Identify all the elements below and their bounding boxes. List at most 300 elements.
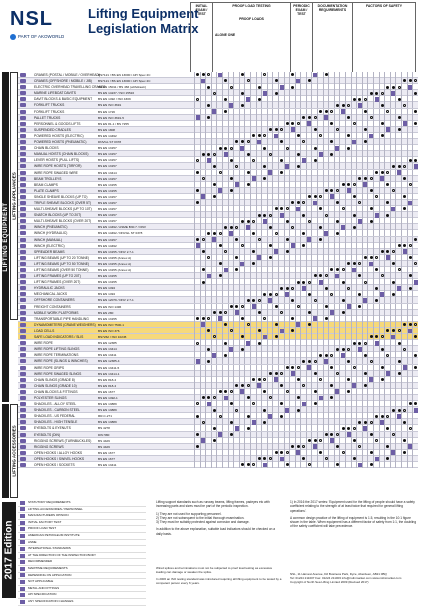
requirement-cells (194, 218, 418, 224)
requirement-cells (194, 340, 418, 346)
requirement-cells (194, 127, 418, 133)
equipment-icon (20, 91, 26, 95)
dot-marker-icon (412, 78, 418, 84)
equipment-name: EYEBOLTS (DIN) (34, 432, 60, 437)
equipment-icon (20, 420, 26, 424)
requirement-cells (194, 194, 418, 200)
equipment-standard: BS EN 13155 / DNV 2.7-1 (98, 249, 134, 254)
equipment-icon (20, 305, 26, 309)
logo-dot-icon (10, 34, 16, 40)
requirement-cells (194, 401, 418, 407)
equipment-icon (20, 110, 26, 114)
requirement-cells (194, 358, 418, 364)
equipment-icon (20, 195, 26, 199)
equipment-icon (20, 177, 26, 181)
requirement-cells (194, 316, 418, 322)
requirement-cells (194, 72, 418, 78)
requirement-cells (194, 84, 418, 90)
requirement-cells (194, 273, 418, 279)
empty-cell (412, 194, 418, 200)
equipment-standard: BS EN 1492 / ISO 4309 (98, 97, 131, 102)
legend-symbol-icon (20, 514, 25, 518)
requirement-cells (194, 78, 418, 84)
empty-cell (412, 450, 418, 456)
page-title: Lifting Equipment Legislation Matrix (88, 6, 199, 36)
equipment-icon (20, 103, 26, 107)
equipment-name: ELECTRIC OVERHEAD TRAVELLING CRANES (34, 85, 106, 90)
requirement-cells (194, 157, 418, 163)
requirement-cells (194, 291, 418, 297)
empty-cell (412, 297, 418, 303)
requirement-cells (194, 96, 418, 102)
empty-cell (412, 176, 418, 182)
equipment-name: PERSONNEL & GOODS LIFTS (34, 121, 81, 126)
notes-right: 1) In 2016 the 2017 series: 'Equipment used for the lifting of people should have a safety coefficient relating to the strength of at least twice that required for general lifting operations'. A common design practice of the lifting of equipment is 1.5, resulting in the 10:1 figure shown in the table. When equipment has a different factor of safety from 1:1, the doubling of the safety coefficient will take precedence. (290, 500, 417, 529)
equipment-icon (20, 445, 26, 449)
equipment-standard: BS EN 12385-4 (98, 359, 120, 364)
equipment-name: OFFSHORE CONTAINERS (34, 298, 75, 303)
empty-cell (412, 72, 418, 78)
requirement-cells (194, 310, 418, 316)
legend (18, 500, 146, 606)
requirement-cells (194, 352, 418, 358)
empty-cell (412, 243, 418, 249)
requirement-cells (194, 109, 418, 115)
equipment-standard: BS EN ISO 7500-1 (98, 322, 124, 327)
equipment-name: DAVIT BLOCKS & BASIC EQUIPMENT (34, 97, 93, 102)
equipment-name: CRANES (POSTAL / MOBILE / OVERHEAD) (34, 73, 100, 77)
equipment-icon (20, 372, 26, 376)
equipment-standard: BS EN 13889 (98, 420, 117, 425)
equipment-icon (20, 311, 26, 315)
empty-cell (412, 170, 418, 176)
nsl-logo: NSL PART OF AKOWORLD (10, 8, 65, 40)
legend-symbol-icon (20, 534, 25, 538)
equipment-standard: BS EN 1677 (98, 456, 116, 461)
equipment-name: WINCH (HYDRAULIC) (34, 231, 68, 236)
equipment-name: WINCH (MANUAL) (34, 237, 63, 242)
empty-cell (412, 285, 418, 291)
legend-symbol-icon (20, 580, 25, 584)
empty-cell (412, 383, 418, 389)
equipment-name: FREIGHT CONTAINERS (34, 304, 71, 309)
equipment-standard: BS EN 14492 (98, 243, 117, 248)
requirement-cells (194, 419, 418, 425)
empty-cell (412, 432, 418, 438)
equipment-icon (20, 268, 26, 272)
equipment-icon (20, 262, 26, 266)
notes: Lifting support standards such as runway beams, lifting frames, padeyes etc with increasing parts and sizes must be part of the periodic inspection. 1) They are not used for supporting personnel. 2) They are not subsequent to the initial thorough examination. 3) They must be suitably protected against corrosion and damage. In addition to the above explanation, suitable load indicators should be checked on a daily basis. (156, 500, 276, 536)
legend-item: RECOMMENDED (18, 559, 146, 566)
equipment-icon (20, 244, 26, 248)
equipment-standard: BS EN 13414-1 (98, 371, 120, 376)
legend-item: INITIAL FACTORY TEST (18, 520, 146, 527)
legend-item: NOT APPLICABLE (18, 579, 146, 586)
equipment-standard: BS EN 13157 (98, 194, 117, 199)
requirement-cells (194, 279, 418, 285)
equipment-name: PALLET TRUCKS (34, 115, 61, 120)
equipment-standard: BS 4278 (98, 426, 110, 431)
equipment-standard: BS EN 13157 (98, 219, 117, 224)
equipment-name: WIRE ROPE SWAGED SLINGS (34, 371, 82, 376)
equipment-name: MULTI-SHEAVE BLOCKS (UP TO 10T) (34, 207, 92, 212)
equipment-name: FORKLIFT TRUCKS (34, 103, 65, 108)
legend-symbol-icon (20, 554, 25, 558)
equipment-standard: BS EN 14237 / ISO 15516 (98, 91, 135, 96)
equipment-icon (20, 189, 26, 193)
equipment-standard: BS EN 13414 (98, 170, 117, 175)
equipment-name: POWERED HOISTS (ELECTRIC) (34, 133, 84, 138)
empty-cell (412, 419, 418, 425)
header-periodic-exam: PERIODIC EXAM / TEST (290, 2, 312, 72)
requirement-cells (194, 176, 418, 182)
equipment-name: BEAM CLAMPS (34, 182, 58, 187)
legend-symbol-icon (20, 587, 25, 591)
empty-cell (412, 115, 418, 121)
equipment-standard: BS EN 13157 (98, 237, 117, 242)
equipment-name: TRIPLE SHEAVE BLOCKS (OVER 5T) (34, 200, 92, 205)
legend-symbol-icon (20, 567, 25, 571)
equipment-name: WIRE ROPE TERMINATIONS (34, 353, 79, 358)
equipment-icon (20, 378, 26, 382)
legend-symbol-icon (20, 521, 25, 525)
empty-cell (412, 304, 418, 310)
equipment-icon (20, 213, 26, 217)
requirement-cells (194, 170, 418, 176)
requirement-cells (194, 389, 418, 395)
equipment-standard: BS EN 13157 (98, 207, 117, 212)
header-documentation: DOCUMENTATION REQUIREMENTS (312, 2, 352, 72)
requirement-cells (194, 444, 418, 450)
equipment-standard: BS EN 13157 (98, 213, 117, 218)
legend-symbol-icon (20, 593, 25, 597)
empty-cell (412, 328, 418, 334)
equipment-icon (20, 122, 26, 126)
empty-cell (412, 102, 418, 108)
equipment-icon (20, 97, 26, 101)
requirement-cells (194, 249, 418, 255)
equipment-name: RIGGING SCREWS (TURNBUCKLES) (34, 438, 92, 443)
equipment-icon (20, 292, 26, 296)
requirement-cells (194, 200, 418, 206)
equipment-name: WIRE ROPE LIFTING SLINGS (34, 347, 80, 352)
requirement-cells (194, 182, 418, 188)
requirement-cells (194, 237, 418, 243)
equipment-standard: BS EN 12385 (98, 341, 117, 346)
requirement-cells (194, 462, 418, 468)
equipment-name: LIFTING BEAMS (UP TO 50 TONNE) (34, 261, 90, 266)
equipment-name: OPEN HOOKS / ALLOY HOOKS (34, 450, 83, 455)
equipment-standard: BS EN 81-1 / BS 7255 (98, 121, 129, 126)
equipment-standard: BS EN 13157 (98, 158, 117, 163)
equipment-table (18, 72, 418, 468)
requirement-cells (194, 255, 418, 261)
empty-cell (412, 438, 418, 444)
requirement-cells (194, 304, 418, 310)
equipment-icon (20, 219, 26, 223)
equipment-name: CHAIN SLINGS (GRADE 8) (34, 377, 75, 382)
requirement-cells (194, 297, 418, 303)
requirement-cells (194, 377, 418, 383)
requirement-cells (194, 133, 418, 139)
requirement-cells (194, 230, 418, 236)
legend-item: PROOF LOAD TEST (18, 526, 146, 533)
equipment-standard: DIN 580 (98, 432, 110, 437)
equipment-icon (20, 201, 26, 205)
requirement-cells (194, 212, 418, 218)
equipment-icon (20, 280, 26, 284)
requirement-cells (194, 188, 418, 194)
requirement-cells (194, 334, 418, 340)
equipment-name: OPEN HOOKS / SOCKETS (34, 463, 75, 467)
requirement-cells (194, 115, 418, 121)
equipment-name: HYDRAULIC JACKS (34, 286, 65, 291)
equipment-name: CHAIN SLINGS (GRADE 10) (34, 383, 77, 388)
dot-marker-icon (412, 90, 418, 96)
equipment-icon (20, 317, 26, 321)
dot-marker-icon (412, 121, 418, 127)
equipment-name: WIRE ROPE HOISTS (TIRFOR) (34, 164, 82, 169)
equipment-name: DYNAMOMETERS (CRANE WEIGHERS) (34, 322, 96, 327)
equipment-icon (20, 408, 26, 412)
legend-item: AMERICAN PETROLEUM INSTITUTE (18, 533, 146, 540)
equipment-icon (20, 390, 26, 394)
empty-cell (412, 249, 418, 255)
equipment-name: LIFTING BEAMS (OVER 50 TONNE) (34, 268, 89, 272)
equipment-icon (20, 164, 26, 168)
equipment-icon (20, 463, 26, 467)
empty-cell (412, 444, 418, 450)
empty-cell (412, 96, 418, 102)
legend-item: ANY SPECIFICATION CHANGES (18, 599, 146, 606)
equipment-icon (20, 274, 26, 278)
equipment-standard: BS EN 1494 (98, 292, 116, 297)
equipment-standard: BS EN 13157 (98, 200, 117, 205)
equipment-name: MARINE LIFEBOAT DAVITS (34, 91, 76, 96)
equipment-standard: BS EN 15011 / BS 466 (withdrawn) (98, 85, 147, 90)
dot-marker-icon (412, 334, 418, 340)
empty-cell (412, 145, 418, 151)
requirement-cells (194, 322, 418, 328)
equipment-icon (20, 140, 26, 144)
requirement-cells (194, 383, 418, 389)
equipment-standard: BS EN 13889 (98, 402, 117, 407)
legend-symbol-icon (20, 527, 25, 531)
notes-lower: Wired splices and terminations must not be subjected to proof load testing as excessive loading can damage or weaken the splice. In 2006 an ISO testing standard was introduced requiring all lifting equipment to be tested by a competent person every 6 years. (156, 566, 282, 585)
equipment-standard: BS EN 13155 (Annex A) (98, 268, 132, 272)
equipment-name: LEVER HOISTS (PULL LIFTS) (34, 158, 80, 163)
equipment-name: OPEN HOOKS / SWIVEL HOOKS (34, 456, 85, 461)
equipment-icon (20, 298, 26, 302)
equipment-icon (20, 439, 26, 443)
dot-marker-icon (412, 352, 418, 358)
equipment-icon (20, 128, 26, 132)
equipment-standard: BS EN 13155 (98, 182, 117, 187)
equipment-name: CHAIN BLOCKS (34, 146, 59, 151)
equipment-standard: BS EN 13889 (98, 408, 117, 413)
equipment-standard: BS EN 818-4 (98, 377, 117, 382)
equipment-icon (20, 359, 26, 363)
equipment-name: SHACKLES - ALLOY STEEL (34, 402, 77, 407)
legend-item: DEPENDING ON APPLICATION (18, 573, 146, 580)
requirement-cells (194, 425, 418, 431)
equipment-standard: BS EN 1494 (98, 286, 116, 291)
equipment-icon (20, 152, 26, 156)
dot-marker-icon (412, 157, 418, 163)
edition-band: 2017 Edition (2, 502, 16, 598)
equipment-standard: DNVGL ST 0378 (98, 140, 122, 145)
requirement-cells (194, 90, 418, 96)
requirement-cells (194, 145, 418, 151)
header-factors-of-safety: FACTORS OF SAFETY (352, 2, 416, 72)
equipment-name: SINGLE SHEAVE BLOCKS (UP TO) (34, 194, 88, 199)
equipment-standard: BS7121 / BS EN 13000 / API Spec 2C (98, 79, 151, 84)
equipment-standard: BS EN 13157 (98, 146, 117, 151)
header-proof-load: PROOF LOAD TESTING PROOF LOADS ALONE ONE (212, 2, 290, 72)
equipment-standard: BS EN ISO 376 (98, 328, 120, 333)
equipment-standard: BS7262 / ISO 10245 (98, 335, 127, 340)
equipment-name: FORKLIFT TRUCKS (34, 109, 65, 114)
requirement-cells (194, 365, 418, 371)
equipment-name: WIRE ROPE SWAGED WIRE (34, 170, 78, 175)
equipment-standard: BS EN 818-4 (98, 383, 117, 388)
equipment-standard: BS 4429 (98, 444, 110, 449)
equipment-name: SUSPENDED CRADLES (34, 127, 72, 132)
band-lifting-equipment: LIFTING EQUIPMENT (2, 72, 9, 402)
legend-symbol-icon (20, 547, 25, 551)
empty-cell (412, 133, 418, 139)
requirement-cells (194, 267, 418, 273)
equipment-standard: BS EN 13157 (98, 176, 117, 181)
equipment-standard: BS EN 13155 (Annex A) (98, 261, 132, 266)
equipment-name: WINCH (ELECTRIC) (34, 243, 65, 248)
equipment-standard: BS EN 13411-5 (98, 365, 120, 370)
dot-marker-icon (412, 401, 418, 407)
equipment-name: SPREADER BEAMS (34, 249, 65, 254)
equipment-name: WINCH (PNEUMATIC) (34, 225, 68, 230)
requirement-cells (194, 151, 418, 157)
equipment-name: MECHANICAL JACKS (34, 292, 68, 297)
band-lifting-accessories-outer (2, 404, 9, 498)
requirement-cells (194, 206, 418, 212)
equipment-standard: BS EN 13411 (98, 353, 117, 358)
empty-cell (412, 206, 418, 212)
equipment-icon (20, 402, 26, 406)
legend-symbol-icon (20, 573, 25, 577)
equipment-name: BEAM TROLLEYS (34, 176, 62, 181)
equipment-standard: BS EN 13155 (98, 274, 117, 279)
legend-symbol-icon (20, 600, 25, 604)
equipment-icon (20, 329, 26, 333)
equipment-name: RIGGING SCREWS (34, 444, 64, 449)
legend-item: LIFTING ACCESSORIES / PERSONNEL (18, 507, 146, 514)
equipment-name: SHACKLES - CARBON STEEL (34, 408, 80, 413)
equipment-icon (20, 433, 26, 437)
equipment-standard: BS EN 13157 (98, 152, 117, 157)
dot-marker-icon (412, 365, 418, 371)
equipment-name: PLATE CLAMPS (34, 188, 59, 193)
equipment-name: TRANSPORTABLE PIPE HANDLING (34, 316, 89, 321)
equipment-standard: BS EN 280 (98, 310, 114, 315)
empty-cell (412, 267, 418, 273)
header (0, 0, 422, 66)
equipment-icon (20, 286, 26, 290)
equipment-standard: BS EN 1677 (98, 389, 116, 394)
equipment-icon (20, 116, 26, 120)
equipment-name: POWERED HOISTS (PNEUMATIC) (34, 140, 87, 145)
legend-item: STATUTORY REQUIREMENTS (18, 500, 146, 507)
empty-cell (412, 127, 418, 133)
equipment-name: LIFTING FRAMES (UP TO 20T) (34, 274, 81, 279)
equipment-standard: BS EN ISO 3691-5 (98, 115, 124, 120)
equipment-icon (20, 85, 26, 89)
empty-cell (412, 224, 418, 230)
dot-marker-icon (412, 237, 418, 243)
equipment-name: MANUAL HOISTS (CHAIN BLOCKS) (34, 152, 89, 157)
requirement-cells (194, 432, 418, 438)
equipment-icon (20, 250, 26, 254)
square-marker-icon (412, 279, 418, 285)
band-lifting-accessories: LIFTING ACCESSORIES (10, 404, 18, 498)
empty-cell (412, 316, 418, 322)
equipment-icon (20, 335, 26, 339)
equipment-standard: BS EN ISO 1496 (98, 304, 122, 309)
empty-cell (412, 84, 418, 90)
equipment-icon (20, 341, 26, 345)
equipment-name: EYEBOLTS & EYENUTS (34, 426, 71, 431)
equipment-icon (20, 171, 26, 175)
table-row (18, 462, 418, 468)
requirement-cells (194, 139, 418, 145)
equipment-standard: BS EN 1677 (98, 450, 116, 455)
requirement-cells (194, 438, 418, 444)
legend-symbol-icon (20, 560, 25, 564)
equipment-standard: BS EN 12079 / DNV 2.7-1 (98, 298, 134, 303)
equipment-name: SHACKLES - HIGH TENSILE (34, 420, 78, 425)
legend-item: MARITIME REQUIREMENTS (18, 566, 146, 573)
requirement-cells (194, 407, 418, 413)
equipment-standard: RR-C-271 (98, 414, 112, 419)
empty-cell (412, 425, 418, 431)
equipment-name: SNATCH BLOCKS (UP TO 20T) (34, 213, 82, 218)
requirement-cells (194, 102, 418, 108)
equipment-standard: BS EN 14492 / DNVGL ST 0378 (98, 231, 143, 236)
equipment-name: SHACKLES - US FEDERAL (34, 414, 76, 419)
requirement-cells (194, 371, 418, 377)
dot-marker-icon (412, 322, 418, 328)
equipment-standard: BS7121 / BS EN 13000 / API Spec 2C (98, 73, 151, 77)
equipment-name: LIFTING BEAMS (UP TO 20 TONNE) (34, 255, 90, 260)
equipment-icon (20, 158, 26, 162)
footer: NSL, 11 Harvest Avenue, D2 Business Park, Dyce, Aberdeen, AB21 0BQ Tel: 01224 211007 Fax: 01224 211003 info@nslinmarket.com www.nslinmarket.com Copyright of North Sea Lifting Limited 2009 (Revised 2017) (290, 572, 402, 584)
requirement-cells (194, 413, 418, 419)
legend-symbol-icon (20, 507, 25, 511)
requirement-cells (194, 163, 418, 169)
equipment-standard: BS EN 13155 (98, 188, 117, 193)
equipment-icon (20, 183, 26, 187)
requirement-cells (194, 285, 418, 291)
equipment-standard: BS EN 1492-1 (98, 395, 118, 400)
equipment-icon (20, 231, 26, 235)
equipment-icon (20, 207, 26, 211)
requirement-cells (194, 395, 418, 401)
empty-cell (412, 255, 418, 261)
empty-cell (412, 462, 418, 468)
equipment-icon (20, 134, 26, 138)
empty-cell (412, 371, 418, 377)
requirement-cells (194, 328, 418, 334)
empty-cell (412, 139, 418, 145)
